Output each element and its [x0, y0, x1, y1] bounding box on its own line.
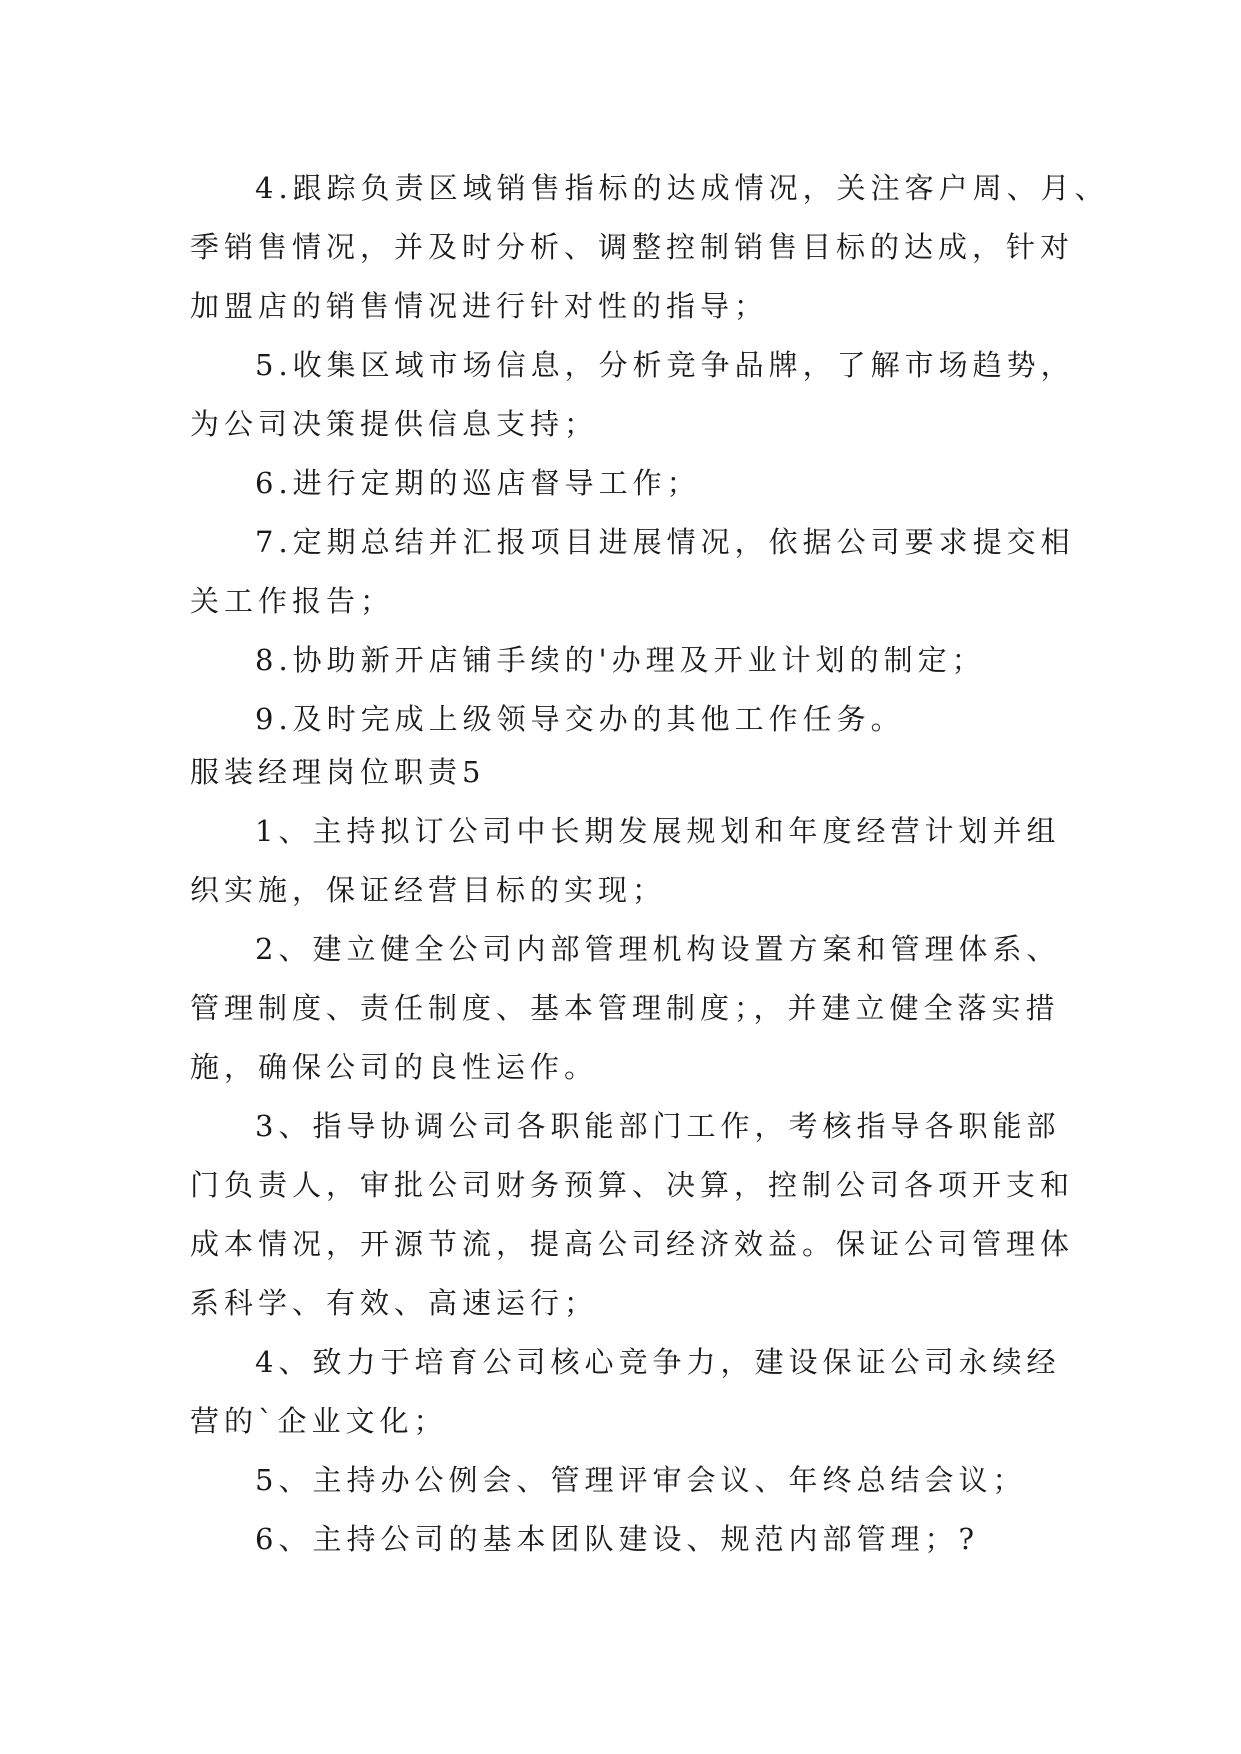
text-line: 季销售情况，并及时分析、调整控制销售目标的达成，针对	[190, 230, 1075, 264]
text-line: 4.跟踪负责区域销售指标的达成情况，关注客户周、月、	[255, 171, 1109, 205]
text-line: 9.及时完成上级领导交办的其他工作任务。	[255, 702, 905, 736]
text-line: 织实施，保证经营目标的实现；	[190, 873, 667, 907]
text-line: 成本情况，开源节流，提高公司经济效益。保证公司管理体	[190, 1227, 1075, 1261]
text-line: 4、致力于培育公司核心竞争力，建设保证公司永续经	[255, 1345, 1061, 1379]
text-line: 8.协助新开店铺手续的'办理及开业计划的制定；	[255, 643, 986, 677]
text-line: 营的`企业文化；	[190, 1404, 448, 1438]
text-line: 系科学、有效、高速运行；	[190, 1286, 599, 1320]
text-line: 关工作报告；	[190, 584, 395, 618]
text-line: 5、主持办公例会、管理评审会议、年终总结会议；	[255, 1463, 1027, 1497]
text-line: 1、主持拟订公司中长期发展规划和年度经营计划并组	[255, 814, 1061, 848]
text-line: 5.收集区域市场信息，分析竞争品牌，了解市场趋势，	[255, 348, 1075, 382]
text-line: 门负责人，审批公司财务预算、决算，控制公司各项开支和	[190, 1168, 1075, 1202]
text-line: 3、指导协调公司各职能部门工作，考核指导各职能部	[255, 1109, 1061, 1143]
text-line: 为公司决策提供信息支持；	[190, 407, 599, 441]
text-line: 2、建立健全公司内部管理机构设置方案和管理体系、	[255, 932, 1061, 966]
text-line: 管理制度、责任制度、基本管理制度；，并建立健全落实措	[190, 991, 1060, 1025]
text-line: 6.进行定期的巡店督导工作；	[255, 466, 701, 500]
text-line: 施，确保公司的良性运作。	[190, 1050, 599, 1084]
text-line: 7.定期总结并汇报项目进展情况，依据公司要求提交相	[255, 525, 1075, 559]
text-line: 加盟店的销售情况进行针对性的指导；	[190, 289, 769, 323]
text-line: 6、主持公司的基本团队建设、规范内部管理；?	[255, 1522, 979, 1556]
section-heading: 服装经理岗位职责5	[190, 755, 486, 789]
